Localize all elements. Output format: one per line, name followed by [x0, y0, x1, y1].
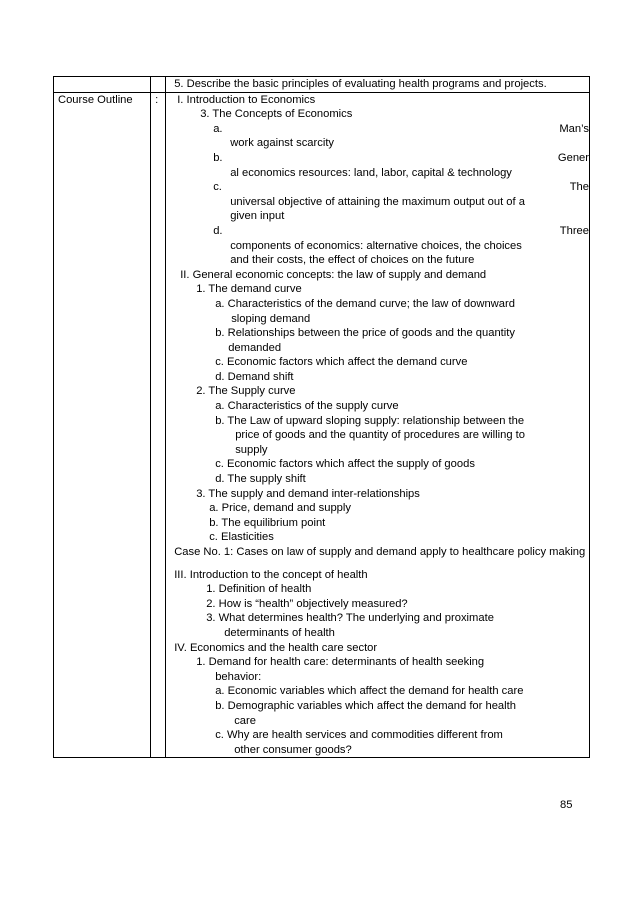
section-2-item-1b-2: demanded	[228, 341, 282, 354]
section-2-heading: II. General economic concepts: the law of supply and demand	[180, 268, 487, 281]
objectives-cell	[166, 77, 590, 93]
section-2-item-1: 1. The demand curve	[196, 283, 302, 296]
course-outline-row	[54, 92, 590, 758]
concept-a-letter: a.	[213, 122, 223, 135]
section-3-item-2: 2. How is “health” objectively measured?	[206, 597, 408, 610]
section-2-item-3c: c. Elasticities	[209, 531, 274, 544]
section-4-item-1c-1: c. Why are health services and commodities different from	[215, 729, 503, 742]
objective-5: 5. Describe the basic principles of evaluating health programs and projects.	[174, 78, 547, 90]
colon-cell	[151, 92, 166, 758]
objectives-row	[54, 77, 590, 93]
spacer	[174, 560, 589, 568]
section-2-item-3a: a. Price, demand and supply	[209, 502, 351, 515]
section-3-item-1: 1. Definition of health	[206, 583, 312, 596]
section-1-heading: I. Introduction to Economics	[177, 93, 316, 106]
page-number: 85	[560, 799, 573, 811]
section-2-item-1b-1: b. Relationships between the price of goods and the quantity	[215, 327, 515, 340]
concept-c-line	[174, 180, 589, 195]
section-4-item-1c-2: other consumer goods?	[234, 743, 352, 756]
concept-a-word: Man’s	[559, 122, 589, 135]
section-2-item-2a: a. Characteristics of the supply curve	[215, 400, 399, 413]
section-2-item-1a-2: sloping demand	[231, 312, 311, 325]
section-3-item-3-2: determinants of health	[224, 626, 335, 639]
concept-c-rest-1: universal objective of attaining the maximum output out of a	[230, 195, 525, 208]
concept-b-rest: al economics resources: land, labor, capital & technology	[230, 166, 512, 179]
concept-d-rest-2: and their costs, the effect of choices on the future	[230, 254, 475, 267]
concept-a-line	[174, 122, 589, 137]
concept-c-letter: c.	[213, 181, 222, 194]
section-3-heading: III. Introduction to the concept of health	[174, 568, 368, 581]
concept-d-rest-1: components of economics: alternative choices, the choices	[230, 239, 522, 252]
concept-d-word: Three	[559, 224, 589, 237]
concept-d-letter: d.	[213, 224, 223, 237]
section-4-item-1b-2: care	[234, 714, 256, 727]
section-2-item-2d: d. The supply shift	[215, 473, 306, 486]
section-2-item-3b: b. The equilibrium point	[209, 516, 326, 529]
course-outline-label: Course Outline	[58, 93, 133, 106]
outline-cell	[166, 92, 590, 758]
concept-b-letter: b.	[213, 151, 223, 164]
section-4-item-1a: a. Economic variables which affect the demand for health care	[215, 685, 524, 698]
empty-label-cell	[54, 77, 151, 93]
concept-b-line	[174, 151, 589, 166]
section-4-item-1-1: 1. Demand for health care: determinants of health seeking	[196, 656, 485, 669]
section-2-item-2: 2. The Supply curve	[196, 385, 296, 398]
section-4-item-1-2: behavior:	[215, 670, 262, 683]
section-2-item-2c: c. Economic factors which affect the supply of goods	[215, 458, 475, 471]
section-4-item-1b-1: b. Demographic variables which affect the demand for health	[215, 699, 516, 712]
concept-c-rest-2: given input	[230, 210, 285, 223]
concept-a-rest: work against scarcity	[230, 137, 335, 150]
section-2-item-2b-2: price of goods and the quantity of procedures are willing to	[235, 429, 525, 442]
section-2-item-3: 3. The supply and demand inter-relationships	[196, 487, 420, 500]
concept-d-line	[174, 224, 589, 239]
section-2-item-2b-1: b. The Law of upward sloping supply: relationship between the	[215, 414, 525, 427]
section-1-item-3: 3. The Concepts of Economics	[200, 108, 353, 121]
case-study-1: Case No. 1: Cases on law of supply and demand apply to healthcare policy making	[174, 546, 586, 558]
section-2-item-1a-1: a. Characteristics of the demand curve; the law of downward	[215, 297, 515, 310]
section-2-item-1c: c. Economic factors which affect the demand curve	[215, 356, 468, 369]
section-4-heading: IV. Economics and the health care sector	[174, 641, 378, 654]
empty-colon-cell	[151, 77, 166, 93]
section-2-item-1d: d. Demand shift	[215, 370, 294, 383]
section-3-item-3-1: 3. What determines health? The underlying and proximate	[206, 612, 494, 625]
concept-b-word: Gener	[557, 151, 589, 164]
concept-c-word: The	[569, 181, 589, 194]
label-cell	[54, 92, 151, 758]
outline-body	[166, 93, 589, 758]
colon-separator: :	[155, 93, 159, 106]
syllabus-table	[53, 76, 590, 758]
section-2-item-2b-3: supply	[235, 443, 268, 456]
